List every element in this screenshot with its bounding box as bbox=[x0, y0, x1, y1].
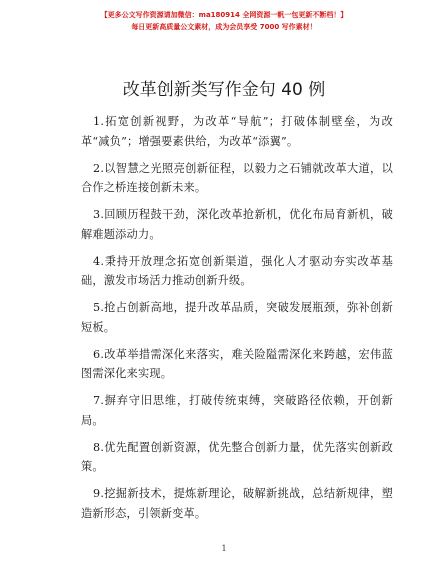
list-item: 7.摒弃守旧思维，打破传统束缚，突破路径依赖，开创新局。 bbox=[81, 394, 393, 427]
list-item: 8.优先配置创新资源，优先整合创新力量，优先落实创新政策。 bbox=[81, 440, 393, 473]
document-title: 改革创新类写作金句 40 例 bbox=[122, 80, 326, 100]
list-item: 4.秉持开放理念拓宽创新渠道，强化人才驱动夯实改革基础，激发市场活力推动创新升级。 bbox=[81, 254, 393, 287]
list-item: 3.回顾历程鼓干劲，深化改革抢新机，优化布局育新机，破解难题添动力。 bbox=[81, 208, 393, 241]
list-item: 1.拓宽创新视野，为改革“导航”；打破体制壁垒，为改革“减负”；增强要素供给，为改革“添翼”。 bbox=[81, 115, 393, 148]
item-list bbox=[81, 112, 393, 531]
promo-banner bbox=[0, 9, 448, 33]
list-item: 5.抢占创新高地，提升改革品质，突破发展瓶颈，弥补创新短板。 bbox=[81, 301, 393, 334]
list-item: 6.改革举措需深化来落实，难关险隘需深化来跨越，宏伟蓝图需深化来实现。 bbox=[81, 347, 393, 380]
page-number: 1 bbox=[221, 544, 227, 553]
promo-banner-line-1: 【更多公文写作资源请加微信：ma180914 全网资源一帆一包更新不断档！】 bbox=[100, 11, 348, 19]
list-item: 9.挖掘新技术，提炼新理论，破解新挑战，总结新规律，塑造新形态，引领新变革。 bbox=[81, 487, 393, 520]
list-item: 2.以智慧之光照亮创新征程，以毅力之石铺就改革大道，以合作之桥连接创新未来。 bbox=[81, 161, 393, 194]
promo-banner-line-2: 每日更新高质量公文素材，成为会员享受 7000 写作素材！ bbox=[131, 23, 317, 31]
